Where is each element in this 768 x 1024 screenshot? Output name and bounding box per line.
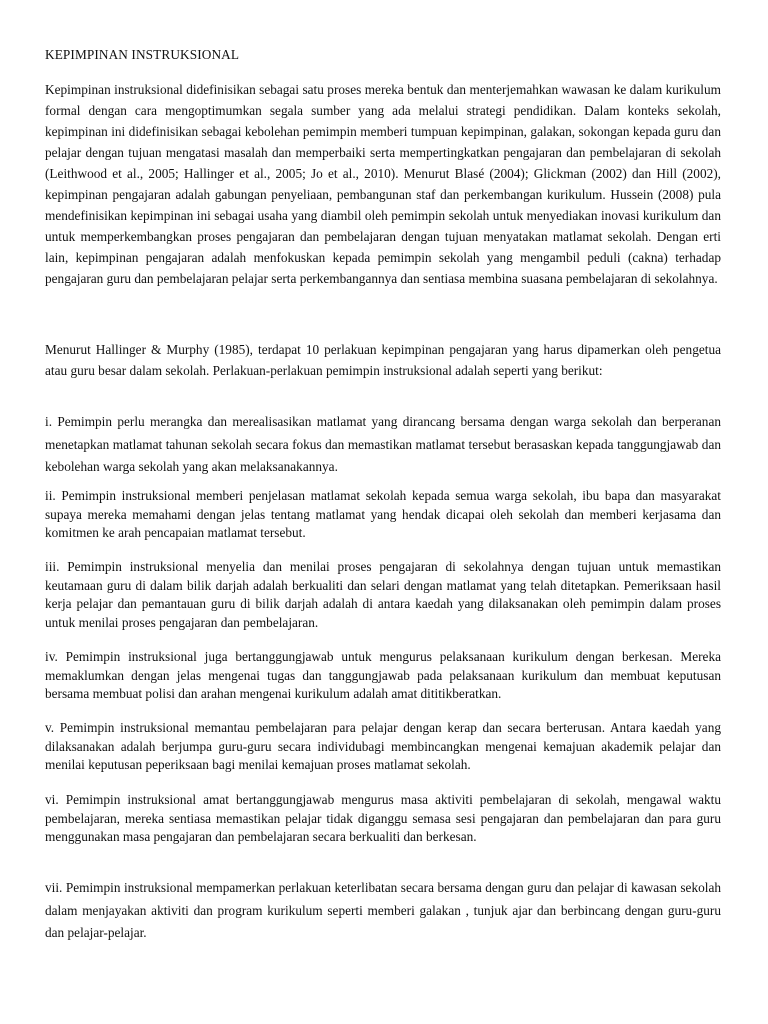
paragraph-item-vi: vi. Pemimpin instruksional amat bertanggungjawab mengurus masa aktiviti pembelajaran di sekolah, mengawal waktu pembelajaran, mereka sentiasa memastikan pelajar tidak diganggu semasa sesi pengajaran dan pembelajaran dan para guru menggunakan masa pengajaran dan pembelajaran secara berkualiti dan berkesan. — [45, 792, 721, 845]
paragraph-item-i: i. Pemimpin perlu merangka dan merealisasikan matlamat yang dirancang bersama dengan warga sekolah dan berperanan menetapkan matlamat tahunan sekolah secara fokus dan memastikan matlamat tersebut berasaskan kepada tanggungjawab dan kebolehan warga sekolah yang akan melaksanakannya. — [45, 414, 721, 475]
paragraph-item-vii: vii. Pemimpin instruksional mempamerkan perlakuan keterlibatan secara bersama dengan guru dan pelajar di kawasan sekolah dalam menjayakan aktiviti dan program kurikulum seperti memberi galakan , tunjuk ajar dan berbincang dengan guru-guru dan pelajar-pelajar. — [45, 880, 721, 941]
document-heading: KEPIMPINAN INSTRUKSIONAL — [45, 47, 240, 62]
paragraph-definition: Kepimpinan instruksional didefinisikan sebagai satu proses mereka bentuk dan menterjemahkan wawasan ke dalam kurikulum formal dengan cara mengoptimumkan segala sumber yang ada melalui strategi pendidikan. Dalam konteks sekolah, kepimpinan ini didefinisikan sebagai kebolehan pemimpin memberi tumpuan kepimpinan, galakan, sokongan kepada guru dan pelajar dengan tujuan mengatasi masalah dan memperbaiki serta mempertingkatkan pengajaran dan pembelajaran di sekolah (Leithwood et al., 2005; Hallinger et al., 2005; Jo et al., 2010). Menurut Blasé (2004); Glickman (2002) dan Hill (2002), kepimpinan pengajaran adalah gabungan penyeliaan, pembangunan staf dan perkembangan kurikulum. Hussein (2008) pula mendefinisikan kepimpinan ini sebagai usaha yang diambil oleh pemimpin sekolah untuk menyediakan inovasi kurikulum dan untuk memperkembangkan proses pengajaran dan pembelajaran dengan tujuan menyatakan matlamat sekolah. Dengan erti lain, kepimpinan pengajaran adalah menfokuskan kepada pemimpin sekolah yang mengambil peduli (cakna) terhadap pengajaran guru dan pembelajaran pelajar serta perkembangannya dan sentiasa membina suasana pembelajaran di sekolahnya. — [45, 82, 721, 286]
paragraph-item-ii: ii. Pemimpin instruksional memberi penjelasan matlamat sekolah kepada semua warga sekolah, ibu bapa dan masyarakat supaya mereka memahami dengan jelas tentang matlamat yang hendak dicapai oleh sekolah dan memberi kerjasama dan komitmen ke arah pencapaian matlamat tersebut. — [45, 488, 721, 541]
paragraph-hallinger-murphy: Menurut Hallinger & Murphy (1985), terdapat 10 perlakuan kepimpinan pengajaran yang harus dipamerkan oleh pengetua atau guru besar dalam sekolah. Perlakuan-perlakuan pemimpin instruksional adalah seperti yang berikut: — [45, 342, 721, 378]
paragraph-item-iii: iii. Pemimpin instruksional menyelia dan menilai proses pengajaran di sekolahnya dengan tujuan untuk memastikan keutamaan guru di dalam bilik darjah adalah berkualiti dan selari dengan matlamat yang telah ditetapkan. Pemeriksaan hasil kerja pelajar dan pemantauan guru di bilik darjah adalah di antara kaedah yang dilaksanakan oleh pemimpin dalam proses untuk menilai proses pengajaran dan pembelajaran. — [45, 559, 721, 631]
paragraph-item-iv: iv. Pemimpin instruksional juga bertanggungjawab untuk mengurus pelaksanaan kurikulum dengan berkesan. Mereka memaklumkan dengan jelas mengenai tugas dan tanggungjawab pada pelaksanaan kurikulum dan membuat keputusan bersama membuat polisi dan arahan mengenai kurikulum adalah amat dititikberatkan. — [45, 649, 721, 702]
paragraph-item-v: v. Pemimpin instruksional memantau pembelajaran para pelajar dengan kerap dan secara berterusan. Antara kaedah yang dilaksanakan adalah berjumpa guru-guru secara individubagi membincangkan mengenai kemajuan akademik pelajar dan menilai keputusan peperiksaan bagi menilai kemajuan proses matlamat sekolah. — [45, 720, 721, 773]
